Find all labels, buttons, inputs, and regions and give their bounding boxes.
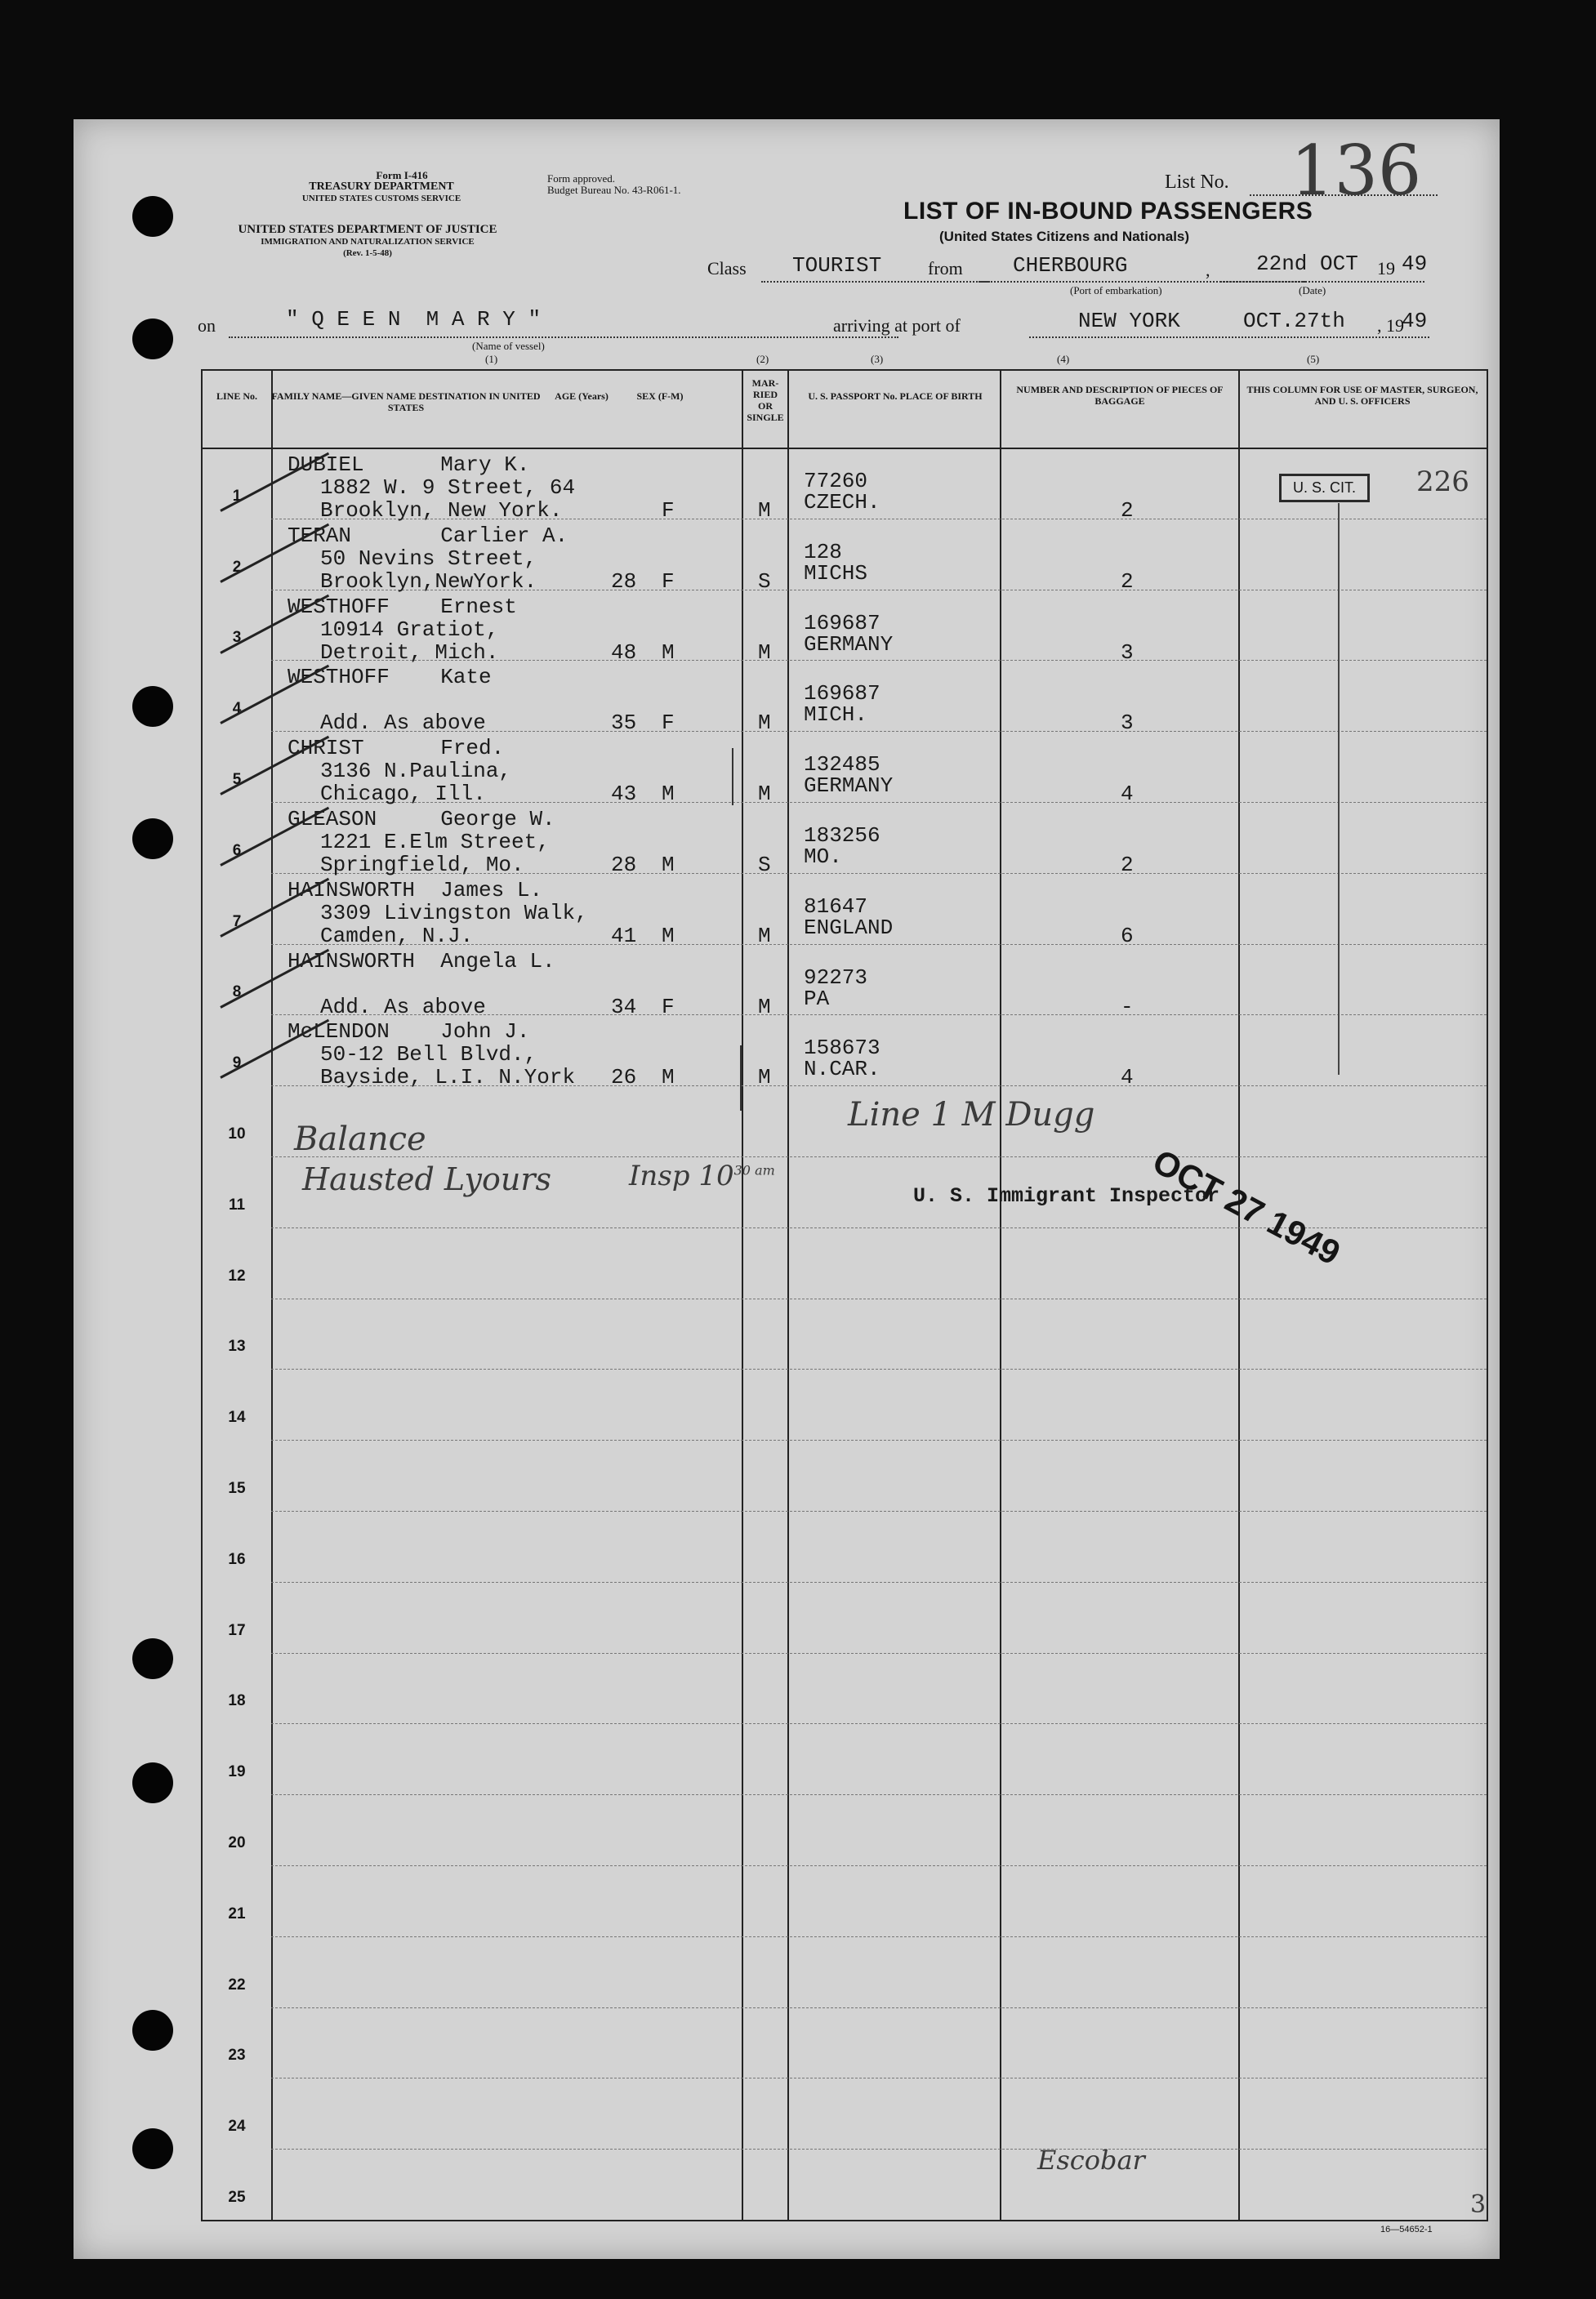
class-label: Class [707,258,747,278]
passport-number: 128 [804,539,842,564]
row-divider [271,1511,1487,1512]
punch-hole [132,2010,173,2051]
row-divider [271,1156,1487,1157]
row-divider [271,1794,1487,1795]
treasury-line-2: UNITED STATES CUSTOMS SERVICE [301,194,461,203]
class-value: TOURIST [792,253,882,278]
justice-line-3: (Rev. 1-5-48) [343,248,392,258]
passenger-name: HAINSWORTH James L. [288,877,543,902]
row-divider [271,2007,1487,2008]
passenger-name: WESTHOFF Ernest [288,594,517,619]
col-number-1: (1) [485,353,498,365]
line-number: 4 [232,700,242,718]
passenger-name: McLENDON John J. [288,1019,530,1045]
passenger-destination: Brooklyn, New York. [320,498,563,523]
line-number: 9 [232,1054,242,1072]
punch-hole [132,319,173,359]
line-number: 21 [228,1905,246,1923]
line-number: 1 [232,487,242,505]
count-226: 226 [1416,466,1469,498]
handwritten-time [629,1160,775,1192]
place-of-birth: GERMANY [804,631,894,657]
justice-line-1: UNITED STATES DEPARTMENT OF JUSTICE [238,223,497,236]
passenger-marital-status: M [758,711,771,736]
handwritten-balance: Balance [294,1121,426,1158]
baggage-count: 2 [1121,568,1134,594]
line-number: 22 [228,1976,246,1994]
line-number: 16 [228,1550,246,1568]
passenger-sex: F [662,498,675,523]
passport-number: 183256 [804,823,880,848]
col-head-baggage: NUMBER AND DESCRIPTION OF PIECES OF BAGGAGE [1016,384,1224,407]
row-divider [271,1582,1487,1583]
passenger-marital-status: M [758,782,771,807]
baggage-count: 3 [1121,639,1134,665]
arrival-line [1029,336,1429,338]
list-no-label: List No. [1165,172,1229,193]
passenger-name: TERAN Carlier A. [288,523,568,548]
passenger-age: 35 [611,711,637,736]
passenger-name: DUBIEL Mary K. [288,452,530,477]
passenger-sex: M [662,639,675,665]
place-of-birth: ENGLAND [804,915,894,940]
vessel-name: " Q E E N M A R Y " [286,307,542,332]
passenger-address: 50 Nevins Street, [320,546,537,571]
class-line [761,281,990,283]
place-of-birth: CZECH. [804,490,880,515]
family-bracket [732,748,733,805]
line-number: 23 [228,2047,246,2065]
line-number: 6 [232,841,242,859]
passport-number: 81647 [804,893,868,919]
col-head-married: MAR-RIED OR SINGLE [747,377,784,423]
justice-line-2: IMMIGRATION AND NATURALIZATION SERVICE [261,237,475,247]
line-number: 25 [228,2189,246,2206]
manifest-page [74,119,1500,2259]
line-number: 8 [232,983,242,1001]
passenger-sex: M [662,853,675,877]
passenger-name: GLEASON George W. [288,807,555,831]
vessel-caption: (Name of vessel) [472,340,545,352]
col-number-4: (4) [1057,353,1070,365]
passenger-sex: F [662,994,675,1019]
col-head-name: FAMILY NAME—GIVEN NAME DESTINATION IN UNITED STATES [271,390,541,413]
time-sup: 30 am [733,1162,775,1178]
passenger-destination: Springfield, Mo. [320,853,524,877]
punch-hole [132,196,173,237]
line-number: 18 [228,1692,246,1710]
passenger-marital-status: M [758,994,771,1019]
punch-hole [132,686,173,727]
departure-date: 22nd OCT [1256,252,1358,276]
year-prefix-2: 19 [1386,315,1404,336]
passenger-marital-status: M [758,1065,771,1090]
place-of-birth: MICH. [804,702,868,728]
row-divider [271,1723,1487,1724]
col-head-officers: THIS COLUMN FOR USE OF MASTER, SURGEON, AND U. S. OFFICERS [1246,384,1478,407]
time-text: Insp 10 [629,1160,734,1192]
line-number: 20 [228,1834,246,1851]
place-of-birth: MO. [804,844,842,869]
departure-year: 49 [1402,252,1428,276]
baggage-count: 3 [1121,711,1134,736]
baggage-count: 2 [1121,853,1134,877]
line-number: 5 [232,771,242,788]
passenger-address: 50-12 Bell Blvd., [320,1042,537,1067]
passenger-address: 1882 W. 9 Street, 64 [320,475,576,500]
passport-number: 169687 [804,610,880,635]
passenger-destination: Brooklyn,NewYork. [320,568,537,594]
col-divider [1000,371,1001,2220]
page-title: LIST OF IN-BOUND PASSENGERS [903,198,1313,225]
passenger-sex: M [662,782,675,807]
row-divider [271,2149,1487,2150]
arrival-port: NEW YORK [1078,309,1180,333]
passenger-marital-status: M [758,923,771,948]
row-divider [271,1653,1487,1654]
col-head-sex: SEX (F-M) [636,390,684,402]
place-of-birth: N.CAR. [804,1057,880,1082]
passenger-destination: Bayside, L.I. N.York [320,1065,576,1090]
passenger-marital-status: M [758,639,771,665]
passenger-marital-status: S [758,568,771,594]
line-number: 3 [232,629,242,647]
corner-mark: 3 [1470,2190,1487,2219]
passenger-sex: F [662,568,675,594]
passenger-age: 28 [611,568,637,594]
from-label: from [928,258,963,278]
arriving-label: arriving at port of [833,315,961,336]
col-divider [787,371,789,2220]
col-number-3: (3) [871,353,884,365]
port-caption: (Port of embarkation) [1070,284,1162,296]
form-number: Form I-416 [376,169,428,181]
officer-vertical-line [1338,503,1340,1075]
passenger-sex: F [662,711,675,736]
punch-hole [132,818,173,859]
passenger-destination: Add. As above [320,711,486,736]
approval-line-1: Form approved. [547,172,616,185]
passenger-age: 34 [611,994,637,1019]
row-divider [271,1865,1487,1866]
comma: , [1206,260,1210,280]
handwritten-bottom: Escobar [1037,2145,1145,2176]
col-head-line: LINE No. [216,390,257,402]
row-divider [271,1369,1487,1370]
place-of-birth: GERMANY [804,773,894,799]
port-of-embarkation: CHERBOURG [1013,253,1128,278]
passenger-marital-status: S [758,853,771,877]
col-head-age: AGE (Years) [555,390,609,402]
inspector-label: U. S. Immigrant Inspector [913,1184,1220,1208]
passport-number: 158673 [804,1036,880,1061]
col-number-2: (2) [756,353,769,365]
line-number: 11 [228,1196,246,1214]
row-divider [271,1936,1487,1937]
line-number: 14 [228,1409,246,1427]
line-number: 12 [228,1267,246,1285]
col-number-5: (5) [1307,353,1320,365]
baggage-count: - [1121,994,1134,1019]
arrival-year: 49 [1402,309,1428,333]
passenger-age: 28 [611,853,637,877]
approval-line-2: Budget Bureau No. 43-R061-1. [547,184,681,196]
line-number: 15 [228,1480,246,1497]
passenger-address: 10914 Gratiot, [320,617,499,642]
line-number: 7 [232,912,242,930]
passenger-name: HAINSWORTH Angela L. [288,948,555,974]
passenger-address: 3136 N.Paulina, [320,759,512,784]
passenger-sex: M [662,923,675,948]
header-divider [203,448,1487,449]
year-prefix: 19 [1377,258,1395,278]
date-line [1220,281,1424,283]
line-number: 17 [228,1621,246,1639]
date-stamp: OCT 27 1949 [1146,1142,1347,1272]
baggage-count: 4 [1121,782,1134,807]
family-bracket [740,1045,742,1111]
line-number: 19 [228,1763,246,1781]
handwritten-line-note: Line 1 M Dugg [848,1096,1095,1134]
page-subtitle: (United States Citizens and Nationals) [939,229,1190,244]
passenger-address: 3309 Livingston Walk, [320,900,588,925]
passenger-age: 26 [611,1065,637,1090]
passenger-destination: Add. As above [320,994,486,1019]
us-cit-stamp: U. S. CIT. [1279,474,1370,502]
col-divider [1238,371,1240,2220]
place-of-birth: PA [804,986,830,1011]
passenger-destination: Chicago, Ill. [320,782,486,807]
line-number: 2 [232,558,242,576]
line-number: 10 [228,1125,246,1143]
passenger-destination: Detroit, Mich. [320,639,499,665]
passport-number: 132485 [804,752,880,777]
passenger-name: CHRIST Fred. [288,736,505,761]
passenger-marital-status: M [758,498,771,523]
punch-hole [132,1762,173,1803]
on-label: on [198,315,216,336]
passport-number: 77260 [804,469,868,493]
passport-number: 169687 [804,681,880,706]
baggage-count: 4 [1121,1065,1134,1090]
line-number: 13 [228,1338,246,1356]
date-caption: (Date) [1299,284,1326,296]
punch-hole [132,1638,173,1679]
passenger-address: 1221 E.Elm Street, [320,830,550,854]
punch-hole [132,2128,173,2169]
arrival-year-prefix: , 19 [1377,315,1404,336]
line-number: 24 [228,2118,246,2136]
baggage-count: 6 [1121,923,1134,948]
place-of-birth: MICHS [804,560,868,586]
treasury-line-1: TREASURY DEPARTMENT [309,180,454,193]
passenger-destination: Camden, N.J. [320,923,474,948]
baggage-count: 2 [1121,498,1134,523]
row-divider [271,1440,1487,1441]
passenger-sex: M [662,1065,675,1090]
arrival-date: OCT.27th [1243,309,1345,333]
list-number-handwritten: 136 [1291,131,1422,211]
passenger-name: WESTHOFF Kate [288,665,492,690]
footer-code: 16—54652-1 [1380,2225,1433,2234]
col-divider [271,371,273,2220]
vessel-line [229,336,898,338]
passenger-age: 41 [611,923,637,948]
passenger-age: 43 [611,782,637,807]
passenger-age: 48 [611,639,637,665]
passenger-table [201,369,1488,2221]
handwritten-signature: Hausted Lyours [302,1161,551,1197]
col-head-passport: U. S. PASSPORT No. PLACE OF BIRTH [808,390,983,402]
col-divider [742,371,743,2220]
passport-number: 92273 [804,965,868,990]
